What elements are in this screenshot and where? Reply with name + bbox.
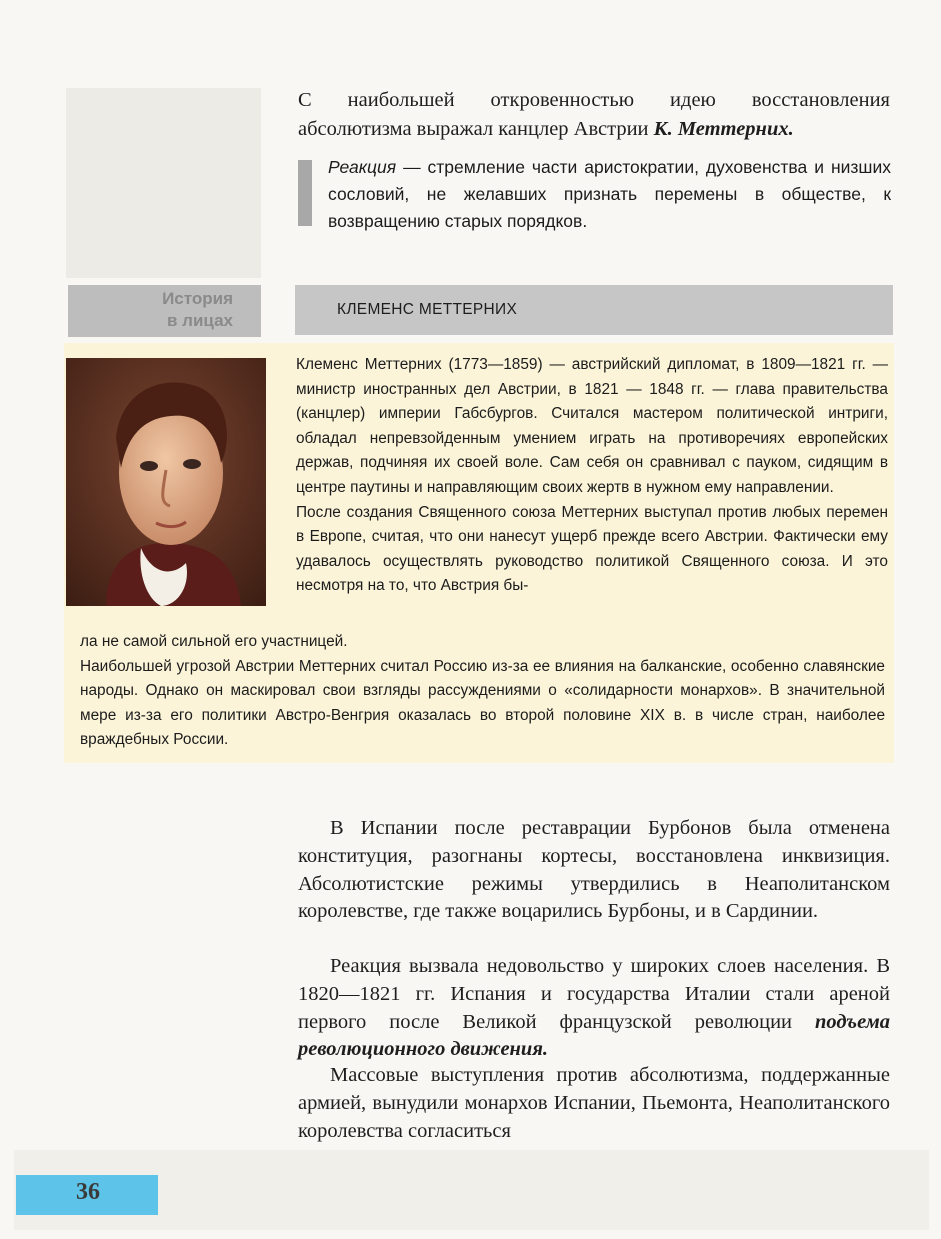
- bio-title: КЛЕМЕНС МЕТТЕРНИХ: [337, 301, 518, 318]
- page-number: 36: [76, 1179, 100, 1205]
- intro-line-2: абсолютизма выражал канцлер Австрии К. Меттерних.: [298, 118, 794, 140]
- intro-line-1: С наибольшей откровенностью идею восстановления: [298, 89, 890, 111]
- body-paragraph-2: Реакция вызвала недовольство у широких слоев населения. В 1820—1821 гг. Испания и государства Италии стали ареной первого после Великой французской революции подъема революционного движения.: [298, 955, 890, 1061]
- definition-marker: [298, 160, 312, 226]
- definition-text: Реакция — стремление части аристократии, духовенства и низших сословий, не желавших признать перемены в обществе, к возвращению старых порядков.: [328, 157, 891, 231]
- revolution-term: подъема революционного движения.: [298, 1010, 890, 1061]
- body-paragraph-3: Массовые выступления против абсолютизма, поддержанные армией, вынудили монархов Испании, Пьемонта, Неаполитанского королевства согласиться: [298, 1064, 890, 1142]
- definition-term: Реакция: [328, 157, 397, 177]
- metternich-name: К. Меттерних.: [653, 118, 794, 140]
- body-paragraph-1: В Испании после реставрации Бурбонов была отменена конституция, разогнаны кортесы, восстановлена инквизиция. Абсолютистские режимы утвердились в Неаполитанском королевстве, где также воцарились Бурбоны, и в Сардинии.: [298, 817, 890, 923]
- intro-paragraph: [298, 86, 890, 144]
- metternich-portrait: [66, 358, 266, 606]
- bio-paragraph-2-end: ла не самой сильной его участницей.: [80, 633, 348, 650]
- bio-title-bar: [295, 285, 893, 335]
- margin-shade: [66, 88, 261, 278]
- bio-paragraph-3: Наибольшей угрозой Австрии Меттерних считал Россию из-за ее влияния на балканские, особенно славянские народы. Однако он маскировал свои взгляды рассуждениями о «солидарности монархов». В значительной мере из-за его политики Австро-Венгрия оказалась во второй половине XIX в. в числе стран, наиболее враждебных России.: [80, 657, 885, 749]
- bio-paragraph-2: После создания Священного союза Меттерних выступал против любых перемен в Европе, считая, что они нанесут ущерб прежде всего Австрии. Фактически ему удавалось осуществлять руководство политикой Священного союза. И это несмотря на то, что Австрия бы-: [296, 503, 888, 595]
- bio-paragraph-1: Клеменс Меттерних (1773—1859) — австрийский дипломат, в 1809—1821 гг. — министр иностранных дел Австрии, в 1821 — 1848 гг. — глава правительства (канцлер) империи Габсбургов. Считался мастером политической интриги, обладал непревзойденным умением играть на противоречиях европейских держав, подчиняя их своей воле. Сам себя он сравнивал с пауком, сидящим в центре паутины и направляющим своих жертв в нужном ему направлении.: [296, 356, 888, 496]
- page-number-tab: [16, 1175, 158, 1215]
- history-in-faces-label: История в лицах: [68, 285, 261, 337]
- bio-text-column: [296, 353, 888, 599]
- bio-text-full: [80, 630, 885, 753]
